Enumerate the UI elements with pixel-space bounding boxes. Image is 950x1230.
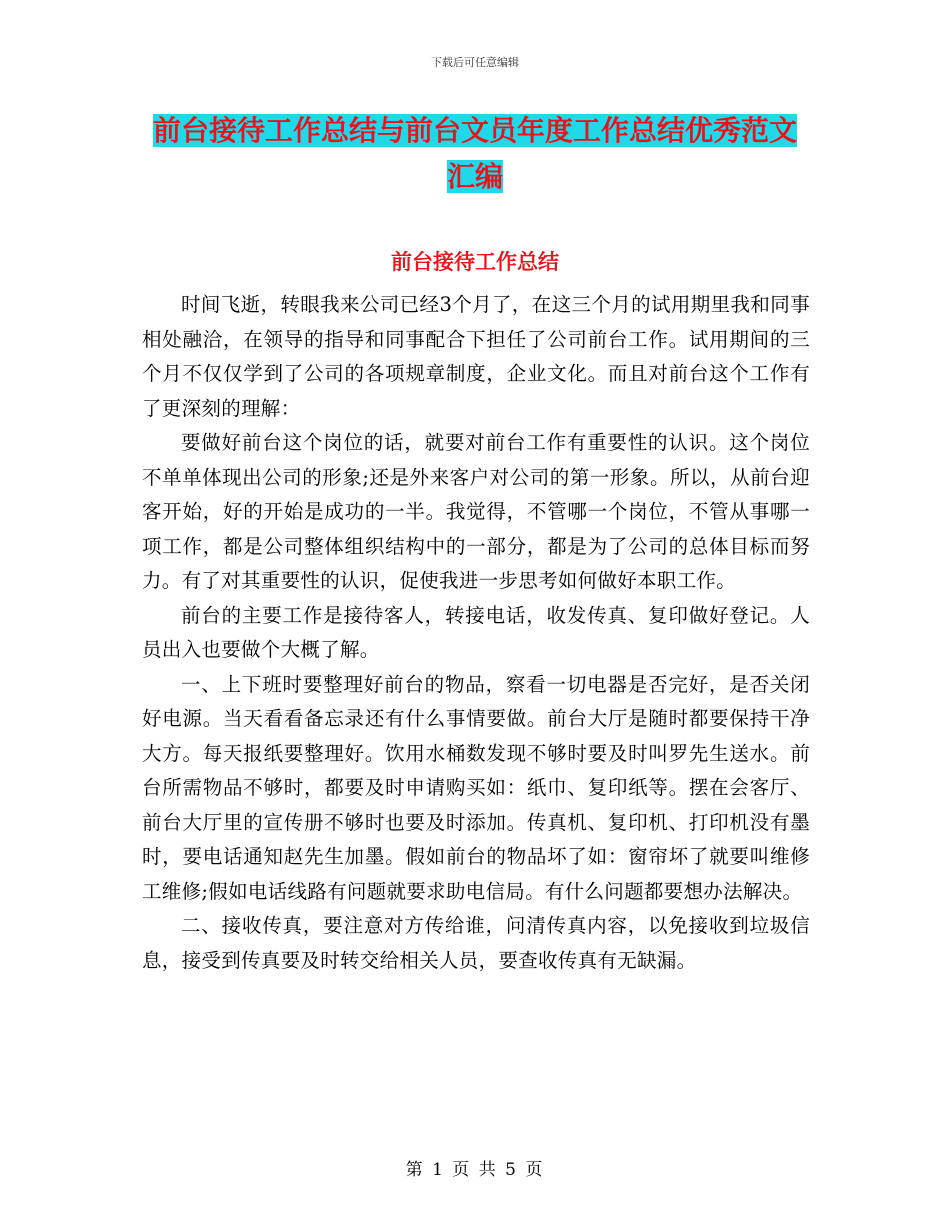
paragraph: 要做好前台这个岗位的话，就要对前台工作有重要性的认识。这个岗位不单单体现出公司的形象;还是外来客户对公司的第一形象。所以，从前台迎客开始，好的开始是成功的一半。我觉得，不管哪一个岗位，不管从事哪一项工作，都是公司整体组织结构中的一部分，都是为了公司的总体目标而努力。有了对其重要性的认识，促使我进一步思考如何做好本职工作。 (142, 431, 810, 592)
title-line-1: 前台接待工作总结与前台文员年度工作总结优秀范文 (152, 114, 797, 147)
paragraph: 时间飞逝，转眼我来公司已经3个月了，在这三个月的试用期里我和同事相处融洽，在领导的指导和同事配合下担任了公司前台工作。试用期间的三个月不仅仅学到了公司的各项规章制度，企业文化。而且对前台这个工作有了更深刻的理解： (142, 293, 810, 420)
body-text (142, 288, 810, 978)
paragraph: 前台的主要工作是接待客人，转接电话，收发传真、复印做好登记。人员出入也要做个大概了解。 (142, 603, 810, 661)
header-note: 下载后可任意编辑 (431, 56, 519, 69)
document-title (140, 108, 810, 200)
title-line-2: 汇编 (446, 160, 503, 193)
section-heading: 前台接待工作总结 (391, 250, 559, 274)
page-footer: 第 1 页 共 5 页 (405, 1160, 545, 1180)
paragraph: 二、接收传真，要注意对方传给谁，问清传真内容，以免接收到垃圾信息，接受到传真要及时转交给相关人员，要查收传真有无缺漏。 (142, 914, 810, 972)
paragraph: 一、上下班时要整理好前台的物品，察看一切电器是否完好，是否关闭好电源。当天看看备忘录还有什么事情要做。前台大厅是随时都要保持干净大方。每天报纸要整理好。饮用水桶数发现不够时要及时叫罗先生送水。前台所需物品不够时，都要及时申请购买如：纸巾、复印纸等。摆在会客厅、前台大厅里的宣传册不够时也要及时添加。传真机、复印机、打印机没有墨时，要电话通知赵先生加墨。假如前台的物品坏了如：窗帘坏了就要叫维修工维修;假如电话线路有问题就要求助电信局。有什么问题都要想办法解决。 (142, 672, 810, 903)
